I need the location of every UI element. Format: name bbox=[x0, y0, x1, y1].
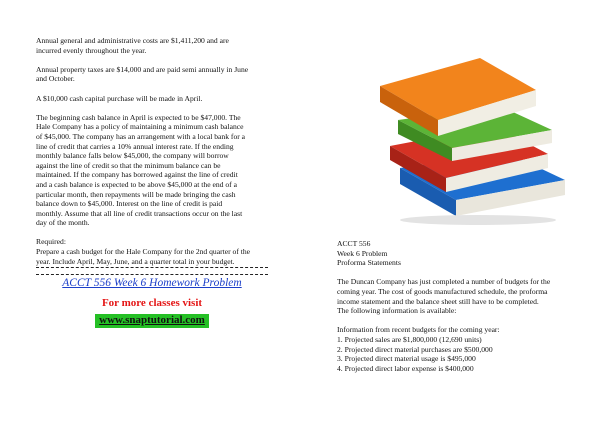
required-text: Prepare a cash budget for the Hale Company for the 2nd quarter of the year. Include April, May, June, and a quarter total in your budget. bbox=[36, 247, 251, 266]
right-column bbox=[337, 239, 569, 373]
snaptutorial-link[interactable]: www.snaptutorial.com bbox=[95, 314, 209, 328]
paragraph-property-taxes: Annual property taxes are $14,000 and are paid semi annually in June and October. bbox=[36, 64, 249, 84]
homework-problem-link[interactable]: ACCT 556 Week 6 Homework Problem bbox=[62, 277, 242, 290]
intro-paragraph: The Duncan Company has just completed a number of budgets for the coming year. The cost of goods manufactured schedule, the proforma income statement and the balance sheet still have to be completed. The following information is available: bbox=[337, 277, 551, 316]
course-code: ACCT 556 bbox=[337, 239, 371, 248]
required-label: Required: bbox=[36, 237, 66, 247]
dashed-divider bbox=[36, 267, 268, 275]
list-item: 3. Projected direct material usage is $495,000 bbox=[337, 354, 476, 364]
week-title: Week 6 Problem bbox=[337, 248, 388, 258]
list-item: 4. Projected direct labor expense is $400,000 bbox=[337, 363, 474, 373]
paragraph-capital-purchase: A $10,000 cash capital purchase will be made in April. bbox=[36, 93, 203, 103]
promo-text: For more classes visit bbox=[101, 296, 203, 309]
list-item: 2. Projected direct material purchases are $500,000 bbox=[337, 344, 493, 354]
paragraph-cash-balance: The beginning cash balance in April is expected to be $47,000. The Hale Company has a policy of maintaining a minimum cash balance of $45,000. The company has an arrangement with a local bank for a line of credit that carries a 10% annual interest rate. If the ending monthly balance falls below $45,000, the company will borrow against the line of credit so that the minimum balance can be maintained. If the company has borrowed against the line of credit and a cash balance is expected to be above $45,000 at the end of a particular month, then repayments will be made bringing the cash balance down to $45,000. Interest on the line of credit is paid monthly. Assume that all line of credit transactions occur on the last day of the month. bbox=[36, 112, 246, 228]
books-stack-image bbox=[360, 50, 580, 228]
statements-title: Proforma Statements bbox=[337, 258, 401, 268]
list-item: 1. Projected sales are $1,800,000 (12,690 units) bbox=[337, 334, 482, 344]
left-column bbox=[36, 36, 268, 328]
paragraph-admin-costs: Annual general and administrative costs are $1,411,200 and are incurred evenly throughout the year. bbox=[36, 36, 229, 55]
info-heading: Information from recent budgets for the coming year: bbox=[337, 325, 500, 335]
budget-info-list bbox=[337, 335, 569, 373]
